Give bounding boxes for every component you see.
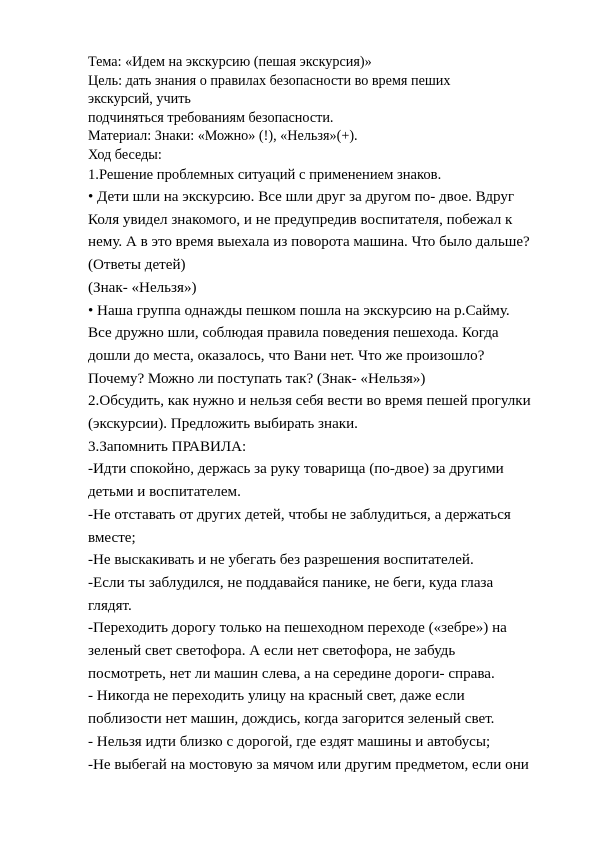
section-3-heading: 3.Запомнить ПРАВИЛА: [88, 438, 247, 455]
rule-line: - Никогда не переходить улицу на красный свет, даже если [88, 688, 465, 705]
topic-line: Тема: «Идем на экскурсию (пешая экскурсия)» [88, 54, 372, 70]
text-line: нему. А в это время выехала из поворота машина. Что было дальше? [88, 234, 530, 251]
rule-line: -Идти спокойно, держась за руку товарища (по-двое) за другими [88, 461, 504, 478]
rule-line: вместе; [88, 529, 136, 546]
text-line: (экскурсии). Предложить выбирать знаки. [88, 416, 358, 433]
rule-line: - Нельзя идти близко с дорогой, где ездят машины и автобусы; [88, 733, 491, 750]
text-line: • Наша группа однажды пешком пошла на экскурсию на р.Сайму. [88, 302, 510, 319]
conversation-heading: Ход беседы: [88, 146, 162, 163]
text-line: • Дети шли на экскурсию. Все шли друг за другом по- двое. Вдруг [88, 189, 515, 205]
section-1-heading: 1.Решение проблемных ситуаций с применением знаков. [88, 167, 442, 183]
rule-line: -Если ты заблудился, не поддавайся панике, не беги, куда глаза [88, 574, 494, 591]
text-line: Почему? Можно ли поступать так? (Знак- «Нельзя») [88, 370, 426, 387]
rule-line: глядят. [88, 597, 132, 614]
text-line: Все дружно шли, соблюдая правила поведения пешехода. Когда [88, 325, 499, 342]
goal-line-cont: экскурсий, учить [88, 91, 191, 107]
rule-line: -Не отставать от других детей, чтобы не заблудиться, а держаться [88, 506, 511, 523]
rule-line: зеленый свет светофора. А если нет светофора, не забудь [88, 643, 456, 660]
rule-line: детьми и воспитателем. [88, 484, 241, 501]
rule-line: поблизости нет машин, дождись, когда загорится зеленый свет. [88, 711, 495, 728]
text-line: дошли до места, оказалось, что Вани нет. Что же произошло? [88, 347, 485, 364]
material-line: Материал: Знаки: «Можно» (!), «Нельзя»(+). [88, 128, 358, 144]
rule-line: посмотреть, нет ли машин слева, а на середине дороги- справа. [88, 665, 495, 682]
rule-line: -Не выбегай на мостовую за мячом или другим предметом, если они [88, 756, 529, 773]
document-body [88, 53, 558, 776]
text-line: (Ответы детей) [88, 257, 186, 274]
goal-line-cont-2: подчиняться требованиям безопасности. [88, 109, 334, 126]
rule-line: -Не выскакивать и не убегать без разрешения воспитателей. [88, 552, 474, 569]
rule-line: -Переходить дорогу только на пешеходном переходе («зебре») на [88, 620, 507, 637]
text-line: Коля увидел знакомого, и не предупредив воспитателя, побежал к [88, 211, 513, 228]
section-2-heading: 2.Обсудить, как нужно и нельзя себя вести во время пешей прогулки [88, 393, 531, 410]
text-line: (Знак- «Нельзя») [88, 279, 197, 296]
goal-line: Цель: дать знания о правилах безопасности во время пеших [88, 72, 451, 89]
